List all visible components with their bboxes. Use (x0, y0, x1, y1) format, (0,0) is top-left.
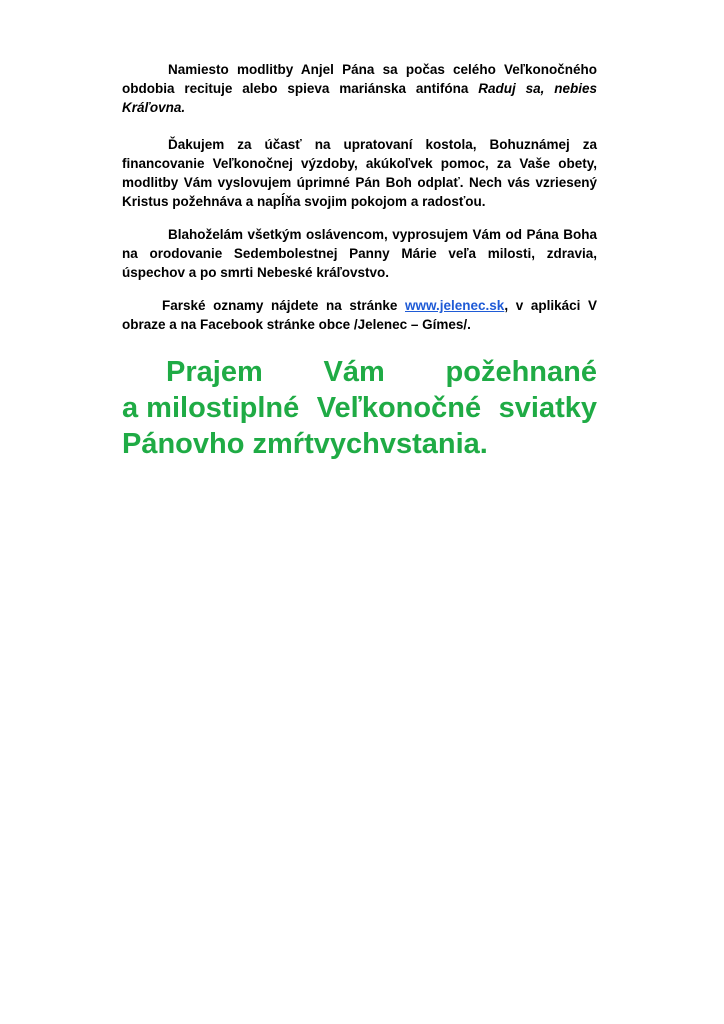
greeting-word: požehnané (445, 356, 597, 388)
antiphon-title: Raduj sa, nebies Kráľovna. (122, 81, 597, 115)
easter-greeting (122, 354, 597, 462)
greeting-word: Prajem (166, 356, 263, 388)
announcements-text-before: Farské oznamy nájdete na stránke (162, 298, 405, 313)
greeting-line-2 (122, 390, 597, 426)
antiphon-text: Namiesto modlitby Anjel Pána sa počas celého Veľkonočného obdobia recituje alebo spieva mariánska antifóna (122, 62, 597, 96)
paragraph-thanks: Ďakujem za účasť na upratovaní kostola, Bohuznámej za financovanie Veľkonočnej výzdoby, akúkoľvek pomoc, za Vaše obety, modlitby Vám vyslovujem úprimné Pán Boh odplať. Nech vás vzriesený Kristus požehnáva a napĺňa svojim pokojom a radosťou. (122, 137, 597, 209)
parish-website-link[interactable]: www.jelenec.sk (405, 298, 505, 313)
paragraph-antiphon (122, 60, 597, 117)
announcements-text-after: , v aplikáci V obraze a na Facebook stránke obce /Jelenec – Gímes/. (122, 298, 598, 332)
document-page (122, 60, 597, 462)
greeting-word: sviatky (498, 392, 597, 424)
greeting-word: a milostiplné (122, 392, 300, 424)
paragraph-congratulations: Blahoželám všetkým oslávencom, vyprosujem Vám od Pána Boha na orodovanie Sedembolestnej Panny Márie veľa milosti, zdravia, úspechov a po smrti Nebeské kráľovstvo. (122, 227, 597, 280)
greeting-line-1 (122, 354, 597, 390)
greeting-line-3: Pánovho zmŕtvychvstania. (122, 428, 488, 460)
greeting-word: Veľkonočné (316, 392, 482, 424)
greeting-word: Vám (323, 356, 385, 388)
paragraph-announcements (122, 296, 597, 334)
